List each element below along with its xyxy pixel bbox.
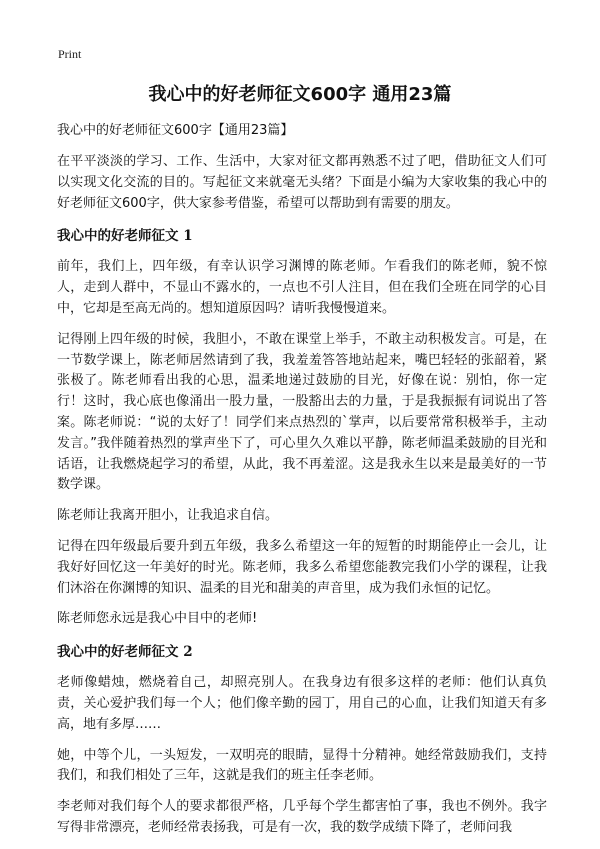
paragraph: 前年，我们上，四年级，有幸认识学习渊博的陈老师。乍看我们的陈老师，貌不惊人，走到人群中，不显山不露水的，一点也不引人注目，但在我们全班在同学的心目中，它却是至高无尚的。想知道原因吗？请听我慢慢道来。 [57,259,547,316]
paragraph: 记得刚上四年级的时候，我胆小，不敢在课堂上举手，不敢主动积极发言。可是，在一节数学课上，陈老师居然请到了我，我羞羞答答地站起来，嘴巴轻轻的张韶着，紧张极了。陈老师看出我的心思，温柔地递过鼓励的目光，好像在说：别怕，你一定行！这时，我心底也像涌出一股力量，一股豁出去的力量，于是我振振有词说出了答案。陈老师说：“说的太好了！同学们来点热烈的`掌声，以后要常常积极举手，主动发言。”我伴随着热烈的掌声坐下了，可心里久久难以平静，陈老师温柔鼓励的目光和话语，让我燃烧起学习的希望，从此，我不再羞涩。这是我永生以来是最美好的一节数学课。 [57,331,547,493]
section-heading: 我心中的好老师征文 2 [57,644,193,661]
print-label: Print [58,47,82,61]
intro-paragraph: 在平平淡淡的学习、工作、生活中，大家对征文都再熟悉不过了吧，借助征文人们可以实现文化交流的目的。写起征文来就毫无头绪？下面是小编为大家收集的我心中的好老师征文600字，供大家参考借鉴，希望可以帮助到有需要的朋友。 [57,154,547,211]
paragraph: 陈老师您永远是我心中目中的老师! [57,611,258,627]
paragraph: 李老师对我们每个人的要求都很严格，几乎每个学生都害怕了事，我也不例外。我字写得非常漂亮，老师经常表扬我，可是有一次，我的数学成绩下降了，老师问我 [57,799,547,835]
paragraph: 老师像蜡烛，燃烧着自己，却照亮别人。在我身边有很多这样的老师：他们认真负责，关心爱护我们每一个人；他们像辛勤的园丁，用自己的心血，让我们知道天有多高，地有多厚…… [57,675,547,732]
article-subtitle: 我心中的好老师征文600字【通用23篇】 [57,123,294,138]
page-title: 我心中的好老师征文600字 通用23篇 [148,84,452,105]
paragraph: 记得在四年级最后要升到五年级，我多么希望这一年的短暂的时期能停止一会儿，让我好好回忆这一年美好的时光。陈老师，我多么希望您能教完我们小学的课程，让我们沐浴在你渊博的知识、温柔的目光和甜美的声音里，成为我们永恒的记忆。 [57,538,547,596]
section-heading: 我心中的好老师征文 1 [57,228,193,245]
paragraph: 她，中等个儿，一头短发，一双明亮的眼睛，显得十分精神。她经常鼓励我们，支持我们，和我们相处了三年，这就是我们的班主任李老师。 [57,747,547,784]
article-body [57,121,547,849]
paragraph: 陈老师让我离开胆小，让我追求自信。 [57,508,279,524]
